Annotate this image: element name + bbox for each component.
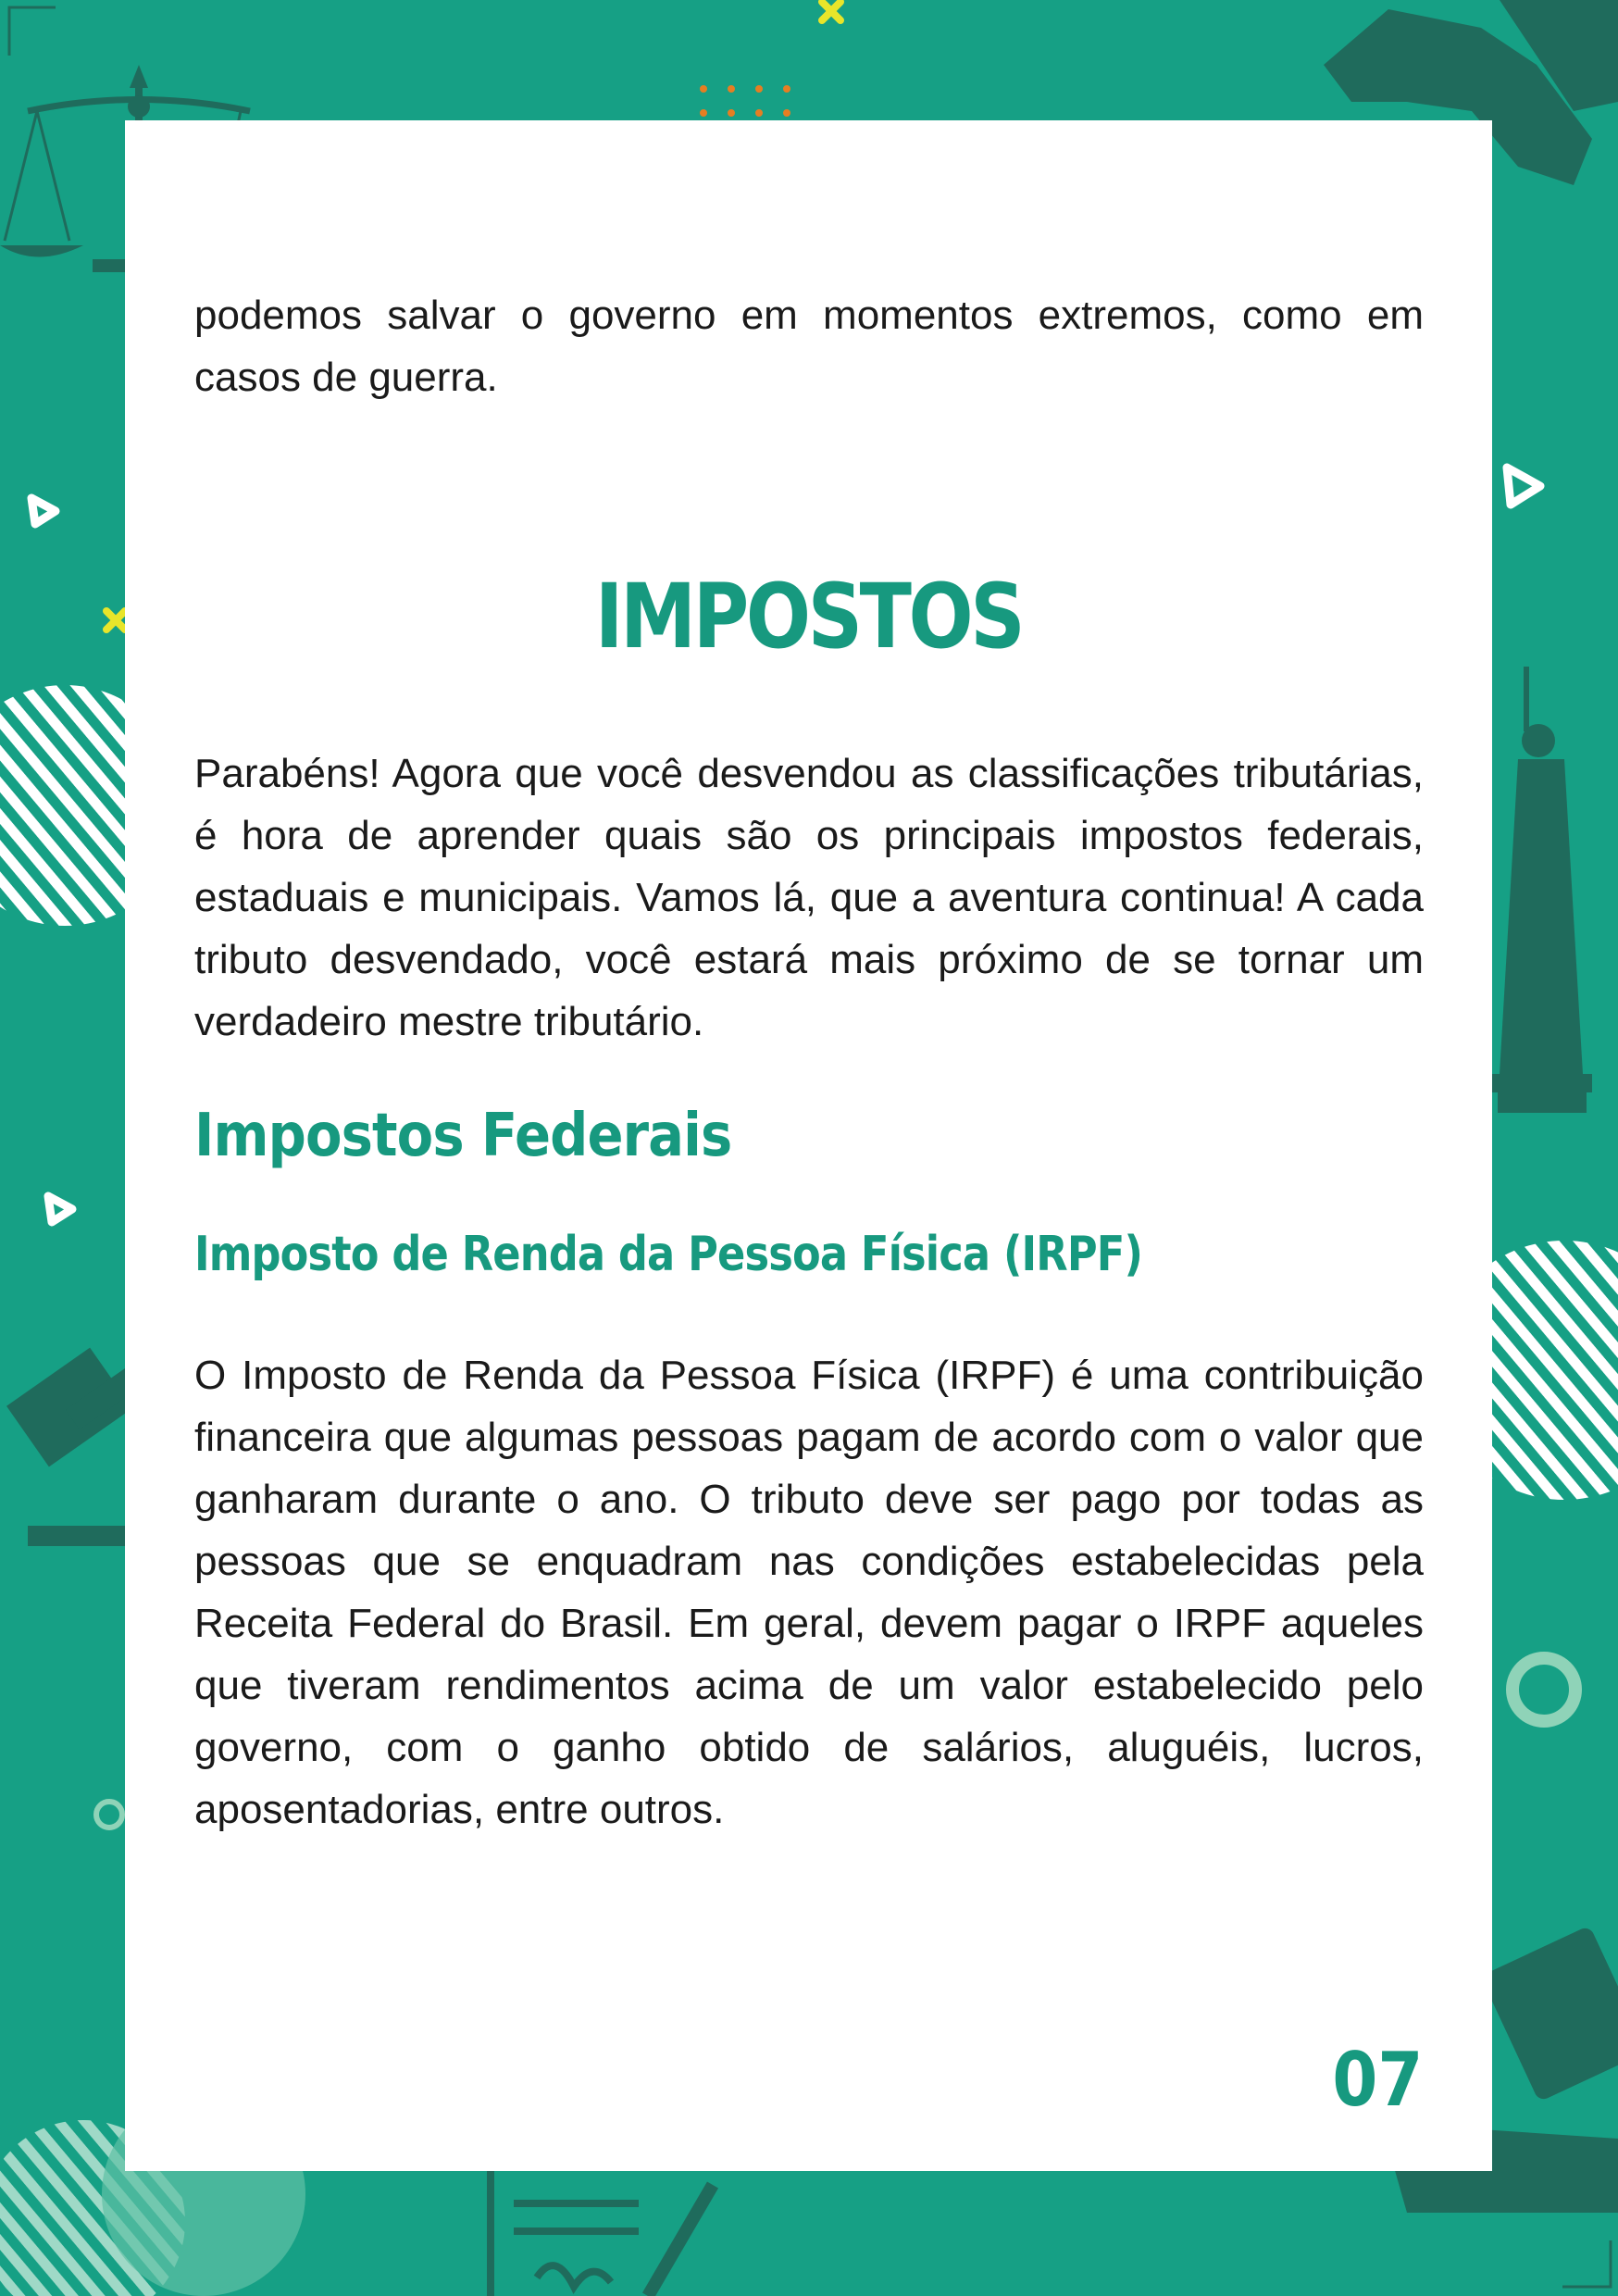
intro-paragraph: podemos salvar o governo em momentos extremos, como em casos de guerra. (194, 293, 1424, 400)
ring-decoration (96, 1802, 122, 1828)
document-signature-icon (491, 2171, 713, 2296)
page-title: IMPOSTOS (594, 565, 1023, 668)
dot-pattern (700, 85, 790, 117)
page-number: 07 (1332, 2037, 1423, 2123)
section-heading: Impostos Federais (194, 1102, 732, 1170)
subsection-heading: Imposto de Renda da Pessoa Física (IRPF) (194, 1227, 1143, 1282)
justice-statue-icon (1490, 667, 1592, 1113)
ring-decoration (1512, 1658, 1575, 1721)
corner-bracket-bottom-right (1562, 2240, 1611, 2287)
body-paragraph: Parabéns! Agora que você desvendou as classificações tributárias, é hora de aprender quais são os principais impostos federais, estaduais e municipais. Vamos lá, que a aventura continua! A cada tributo desvendado, você estará mais próximo de se tornar um verdadeiro mestre tributário. (194, 751, 1424, 1044)
body-paragraph: O Imposto de Renda da Pessoa Física (IRPF) é uma contribuição financeira que algumas pessoas pagam de acordo com o valor que ganharam durante o ano. O tributo deve ser pago por todas as pessoas que se enquadram nas condições estabelecidas pela Receita Federal do Brasil. Em geral, devem pagar o IRPF aqueles que tiveram rendimentos acima de um valor estabelecido pelo governo, com o ganho obtido de salários, aluguéis, lucros, aposentadorias, entre outros. (194, 1353, 1424, 1832)
corner-bracket-top-left (9, 7, 56, 56)
content-card (125, 120, 1492, 2171)
